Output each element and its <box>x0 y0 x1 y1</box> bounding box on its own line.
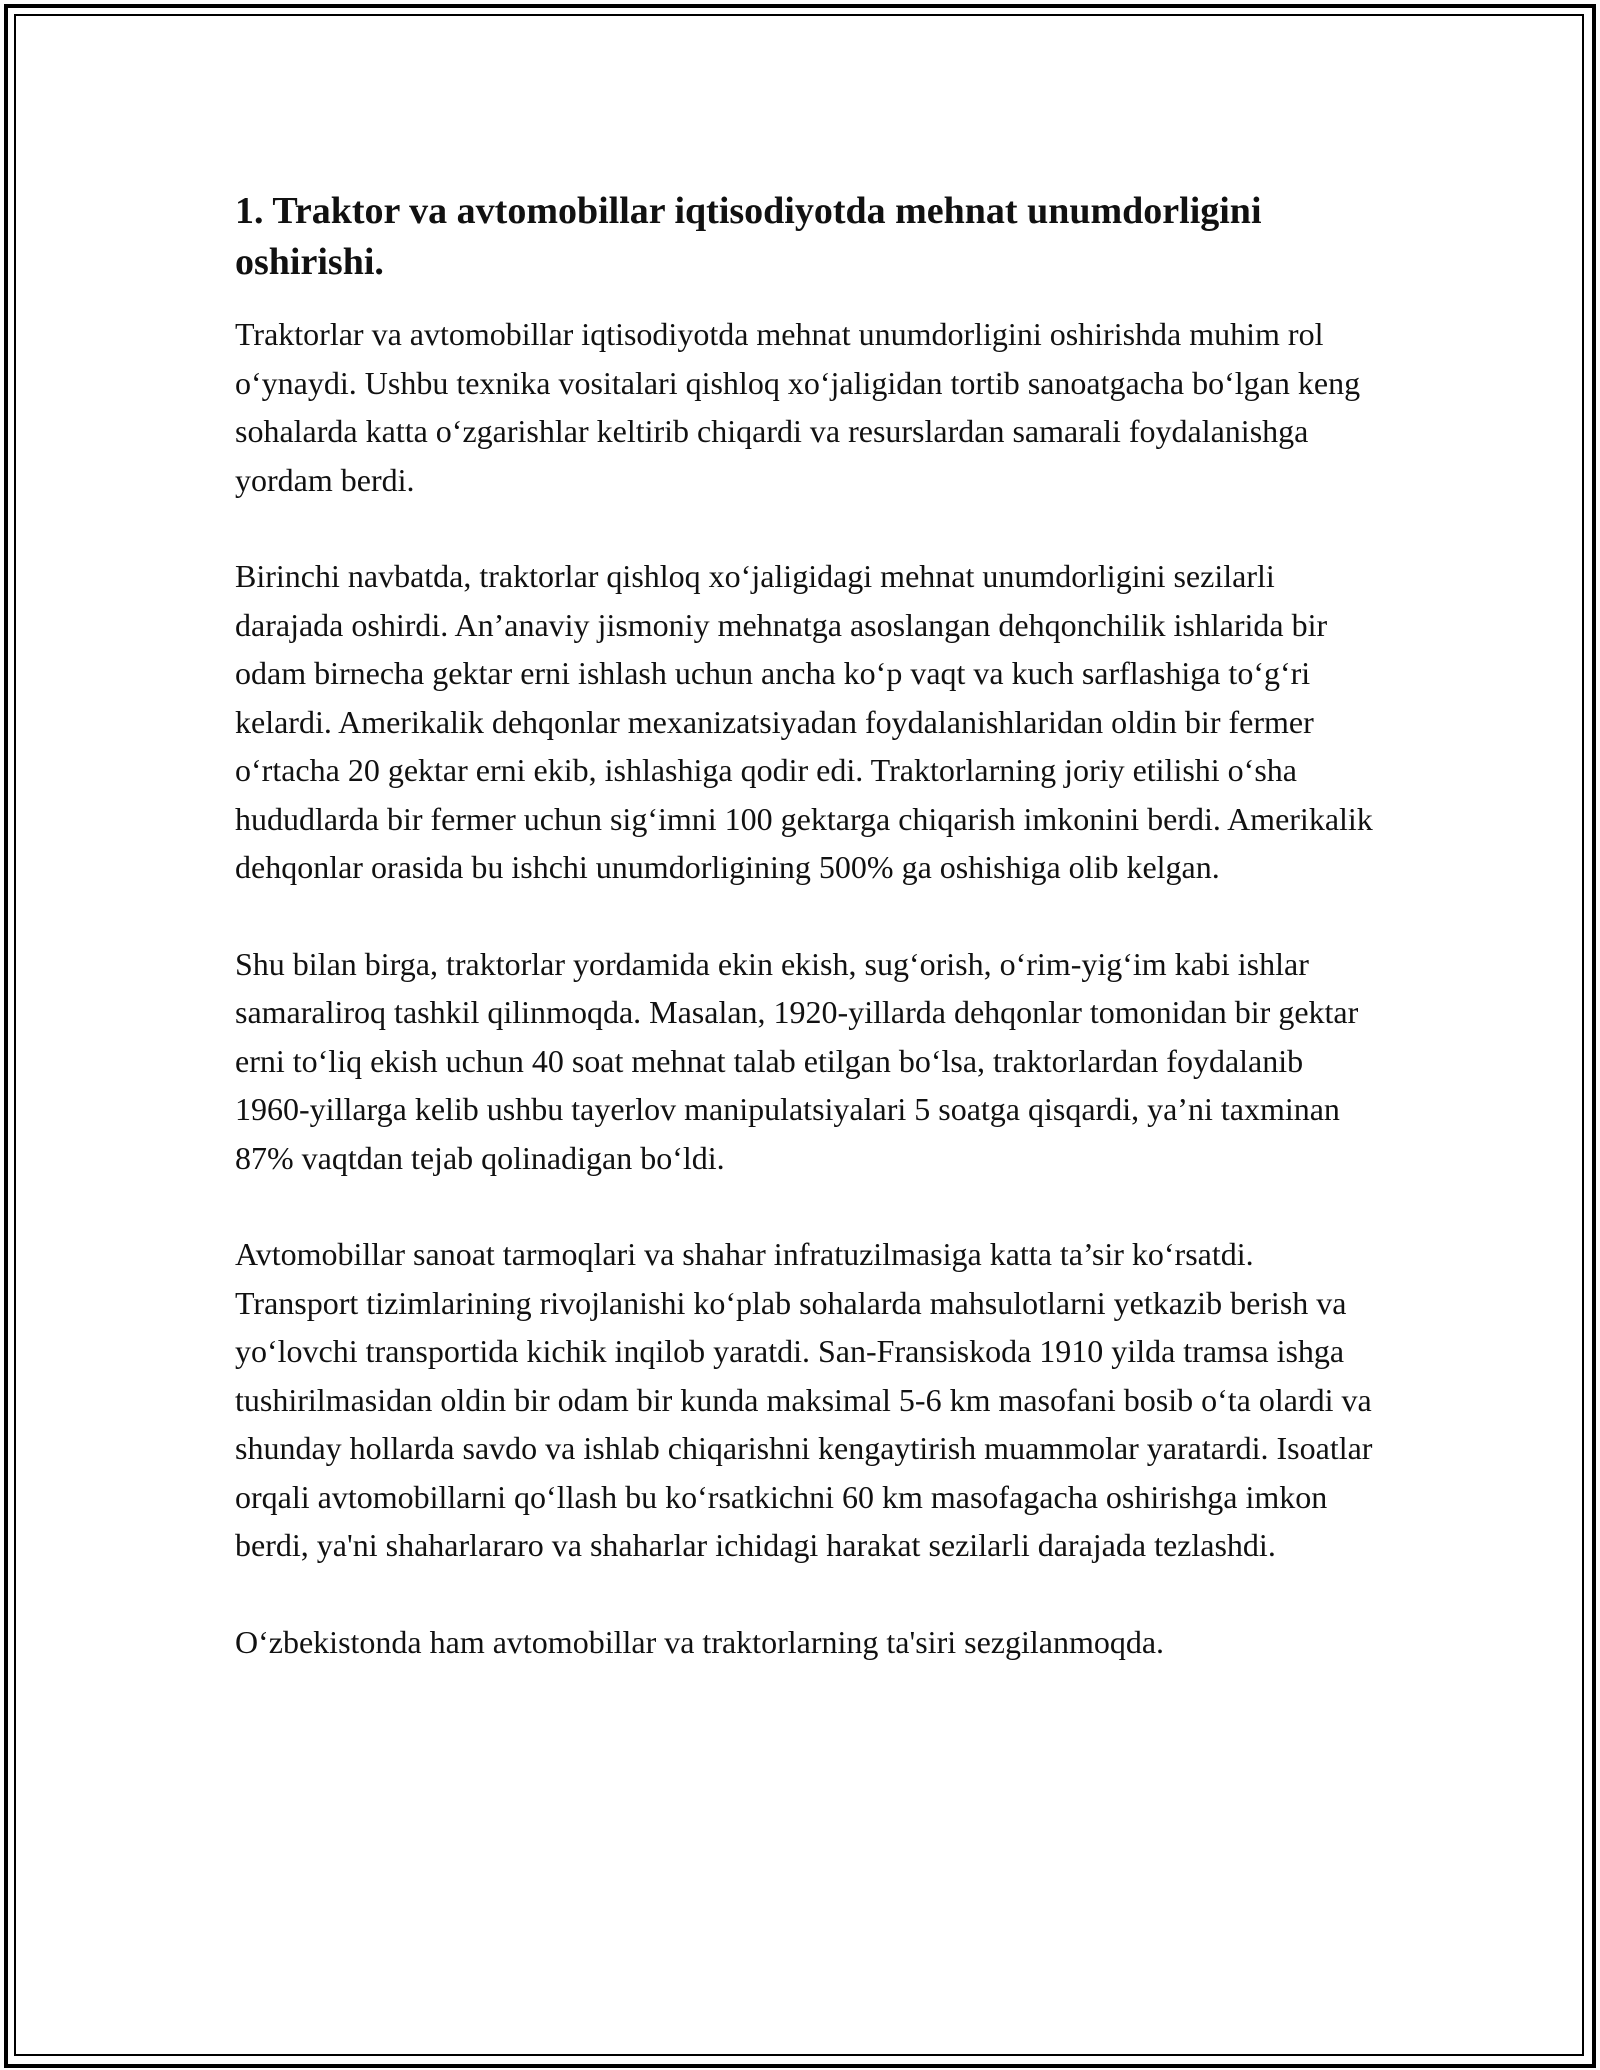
paragraph-automobiles-infrastructure: Avtomobillar sanoat tarmoqlari va shahar infratuzilmasiga katta ta’sir koʻrsatdi. Transport tizimlarining rivojlanishi koʻplab sohalarda mahsulotlarni yetkazib berish va yoʻlovchi transportida kichik inqilob yaratdi. San-Fransiskoda 1910 yilda tramsa ishga tushirilmasidan oldin bir odam bir kunda maksimal 5-6 km masofani bosib oʻta olardi va shunday hollarda savdo va ishlab chiqarishni kengaytirish muammolar yaratardi. Isoatlar orqali avtomobillarni qoʻllash bu koʻrsatkichni 60 km masofagacha oshirishga imkon berdi, ya'ni shaharlararo va shaharlar ichidagi harakat sezilarli darajada tezlashdi. <box>235 1236 1373 1563</box>
document-title: 1. Traktor va avtomobillar iqtisodiyotda mehnat unumdorligini oshirishi. <box>235 190 1262 283</box>
paragraph-tractors-agriculture: Birinchi navbatda, traktorlar qishloq xoʻjaligidagi mehnat unumdorligini sezilarli darajada oshirdi. An’anaviy jismoniy mehnatga asoslangan dehqonchilik ishlarida bir odam birnecha gektar erni ishlash uchun ancha koʻp vaqt va kuch sarflashiga toʻgʻri kelardi. Amerikalik dehqonlar mexanizatsiyadan foydalanishlaridan oldin bir fermer oʻrtacha 20 gektar erni ekib, ishlashiga qodir edi. Traktorlarning joriy etilishi oʻsha hududlarda bir fermer uchun sigʻimni 100 gektarga chiqarish imkonini berdi. Amerikalik dehqonlar orasida bu ishchi unumdorligining 500% ga oshishiga olib kelgan. <box>235 558 1373 885</box>
paragraph-uzbekistan: Oʻzbekistonda ham avtomobillar va traktorlarning ta'siri sezgilanmoqda. <box>235 1623 1165 1660</box>
paragraph-tractors-efficiency: Shu bilan birga, traktorlar yordamida ekin ekish, sugʻorish, oʻrim-yigʻim kabi ishlar samaraliroq tashkil qilinmoqda. Masalan, 1920-yillarda dehqonlar tomonidan bir gektar erni toʻliq ekish uchun 40 soat mehnat talab etilgan boʻlsa, traktorlardan foydalanib 1960-yillarga kelib ushbu tayerlov manipulatsiyalari 5 soatga qisqardi, ya’ni taxminan 87% vaqtdan tejab qolinadigan boʻldi. <box>235 945 1359 1176</box>
document-body <box>235 186 1375 1666</box>
paragraph-intro: Traktorlar va avtomobillar iqtisodiyotda mehnat unumdorligini oshirishda muhim rol oʻynaydi. Ushbu texnika vositalari qishloq xoʻjaligidan tortib sanoatgacha boʻlgan keng sohalarda katta oʻzgarishlar keltirib chiqardi va resurslardan samarali foydalanishga yordam berdi. <box>235 316 1361 498</box>
